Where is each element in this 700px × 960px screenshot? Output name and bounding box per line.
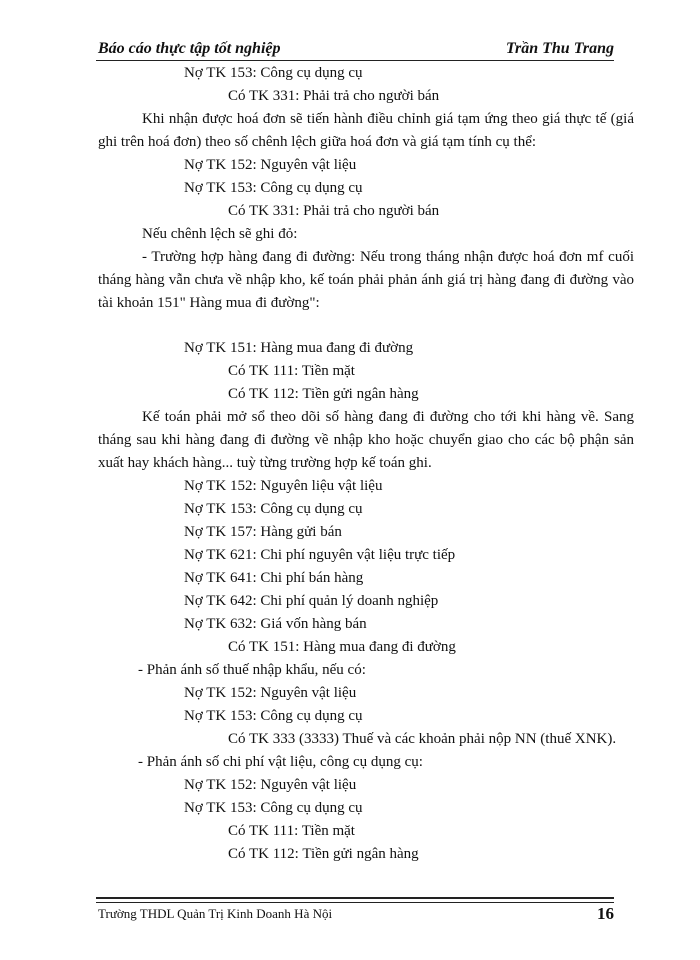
entry-line: Có TK 112: Tiền gửi ngân hàng bbox=[228, 386, 419, 402]
paragraph bbox=[98, 108, 634, 154]
footer-school: Trường THDL Quản Trị Kinh Doanh Hà Nội bbox=[98, 906, 333, 921]
paragraph-text: Khi nhận được hoá đơn sẽ tiến hành điều chỉnh giá tạm ứng theo giá thực tế (giá ghi trên hoá đơn) theo số chênh lệch giữa hoá đơn và giá tạm tính cụ thể: bbox=[98, 111, 634, 150]
entry-line: Có TK 331: Phải trả cho người bán bbox=[228, 88, 440, 104]
entry-line: Có TK 112: Tiền gửi ngân hàng bbox=[228, 846, 419, 862]
entry-line: Nợ TK 642: Chi phí quản lý doanh nghiệp bbox=[184, 593, 439, 609]
entry-line: Có TK 111: Tiền mặt bbox=[228, 363, 355, 379]
text-line: - Phản ánh số thuế nhập khẩu, nếu có: bbox=[138, 662, 366, 678]
entry-line: Nợ TK 157: Hàng gửi bán bbox=[184, 524, 342, 540]
entry-line: Nợ TK 153: Công cụ dụng cụ bbox=[184, 180, 363, 196]
entry-line: Có TK 151: Hàng mua đang đi đường bbox=[228, 639, 456, 655]
document-body bbox=[98, 62, 634, 866]
entry-line: Nợ TK 153: Công cụ dụng cụ bbox=[184, 65, 363, 81]
entry-line: Có TK 333 (3333) Thuế và các khoản phải nộp NN (thuế XNK). bbox=[228, 731, 617, 747]
entry-line: Nợ TK 151: Hàng mua đang đi đường bbox=[184, 340, 414, 356]
entry-line: Nợ TK 632: Giá vốn hàng bán bbox=[184, 616, 367, 632]
page-number: 16 bbox=[597, 904, 614, 923]
paragraph-text: - Trường hợp hàng đang đi đường: Nếu trong tháng nhận được hoá đơn mf cuối tháng hàng vẫn chưa về nhập kho, kế toán phải phản ánh giá trị hàng đang đi đường vào tài khoản 151" Hàng mua đi đường": bbox=[98, 249, 634, 311]
header-author: Trần Thu Trang bbox=[505, 40, 614, 57]
footer-rule-thin bbox=[96, 902, 614, 903]
text-line: Nếu chênh lệch sẽ ghi đỏ: bbox=[142, 226, 298, 242]
entry-line: Nợ TK 641: Chi phí bán hàng bbox=[184, 570, 364, 586]
header-rule bbox=[96, 60, 614, 61]
entry-line: Nợ TK 621: Chi phí nguyên vật liệu trực tiếp bbox=[184, 547, 456, 563]
entry-line: Nợ TK 152: Nguyên vật liệu bbox=[184, 685, 357, 701]
entry-line: Có TK 111: Tiền mặt bbox=[228, 823, 355, 839]
page-header bbox=[98, 38, 614, 62]
paragraph bbox=[98, 406, 634, 475]
header-report-title: Báo cáo thực tập tốt nghiệp bbox=[98, 40, 281, 57]
entry-line: Có TK 331: Phải trả cho người bán bbox=[228, 203, 440, 219]
entry-line: Nợ TK 152: Nguyên vật liệu bbox=[184, 157, 357, 173]
entry-line: Nợ TK 153: Công cụ dụng cụ bbox=[184, 708, 363, 724]
entry-line: Nợ TK 153: Công cụ dụng cụ bbox=[184, 800, 363, 816]
entry-line: Nợ TK 152: Nguyên liệu vật liệu bbox=[184, 478, 383, 494]
paragraph bbox=[98, 246, 634, 315]
paragraph-text: Kế toán phải mở sổ theo dõi số hàng đang đi đường cho tới khi hàng về. Sang tháng sau khi hàng đang đi đường về nhập kho hoặc chuyển giao cho các bộ phận sản xuất hay khách hàng... tuỳ từng trường hợp kế toán ghi. bbox=[98, 409, 634, 471]
footer-rule bbox=[96, 897, 614, 899]
text-line: - Phản ánh số chi phí vật liệu, công cụ dụng cụ: bbox=[138, 754, 423, 770]
entry-line: Nợ TK 153: Công cụ dụng cụ bbox=[184, 501, 363, 517]
spacer bbox=[98, 315, 634, 337]
entry-line: Nợ TK 152: Nguyên vật liệu bbox=[184, 777, 357, 793]
